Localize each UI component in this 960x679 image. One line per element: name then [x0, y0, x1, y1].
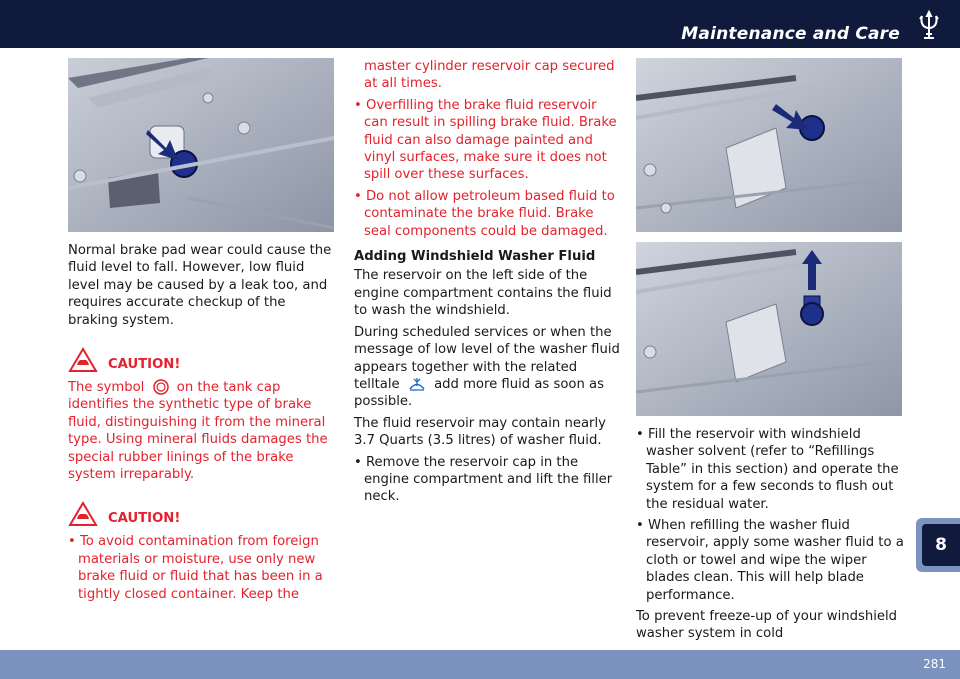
washer-bullet-remove: • Remove the reservoir cap in the engine compartment and lift the filler neck.: [354, 454, 613, 505]
caution-bullet-overfill: • Overfilling the brake fluid reservoir can result in spilling brake fluid. Brake fluid can also damage painted and vinyl surfaces, make sure it does not spill over these surfaces.: [354, 97, 617, 183]
caution-heading-1: CAUTION!: [68, 347, 336, 373]
washer-paragraph-3: The fluid reservoir may contain nearly 3.7 Quarts (3.5 litres) of washer fluid.: [354, 415, 606, 449]
warning-triangle-icon: [68, 501, 98, 527]
page-header: [0, 0, 960, 48]
caution-bullet-petroleum: • Do not allow petroleum based fluid to contaminate the brake fluid. Brake seal components could be damaged.: [354, 188, 615, 239]
chapter-number: 8: [922, 524, 960, 566]
column-left: [68, 58, 336, 607]
page-footer: [0, 650, 960, 679]
trident-logo-icon: [914, 10, 944, 42]
washer-reservoir-figure-1: [636, 58, 902, 232]
caution-text-1: The symbol on the tank cap identifies the synthetic type of brake fluid, distinguishing it from the mineral type. Using mineral fluids damages the special rubber linings of the brake system irreparably.: [68, 380, 328, 483]
washer-paragraph-1: The reservoir on the left side of the engine compartment contains the fluid to wash the windshield.: [354, 268, 612, 319]
washer-bullet-fill: • Fill the reservoir with windshield washer solvent (refer to “Refillings Table” in this section) and operate the system for a few seconds to flush out the residual water.: [636, 427, 899, 512]
brake-reservoir-figure: [68, 58, 334, 232]
caution-bullet-contamination: • To avoid contamination from foreign materials or moisture, use only new brake fluid or fluid that has been in a tightly closed container. Keep the: [68, 534, 323, 602]
page-number: 281: [923, 657, 946, 671]
section-title: Maintenance and Care: [681, 24, 900, 44]
washer-paragraph-2: During scheduled services or when the message of low level of the washer fluid appears together with the related telltale add more fluid as soon as possible.: [354, 324, 620, 410]
caution-heading-2: CAUTION!: [68, 501, 336, 527]
washer-telltale-icon: [408, 376, 426, 392]
warning-triangle-icon: [68, 347, 98, 373]
column-middle: [354, 58, 622, 510]
synthetic-fluid-symbol-icon: [153, 379, 169, 395]
intro-paragraph: Normal brake pad wear could cause the fluid level to fall. However, low fluid level may be caused by a leak too, and requires accurate checkup of the braking system.: [68, 243, 332, 328]
chapter-tab[interactable]: [916, 518, 960, 572]
column-right: [636, 58, 904, 647]
washer-reservoir-figure-2: [636, 242, 902, 416]
washer-heading: Adding Windshield Washer Fluid: [354, 249, 596, 265]
freeze-paragraph: To prevent freeze-up of your windshield washer system in cold: [636, 609, 898, 642]
caution-continued: master cylinder reservoir cap secured at all times.: [364, 59, 615, 92]
washer-bullet-refill: • When refilling the washer fluid reservoir, apply some washer fluid to a cloth or towel and wipe the wiper blades clean. This will help blade performance.: [636, 518, 904, 603]
